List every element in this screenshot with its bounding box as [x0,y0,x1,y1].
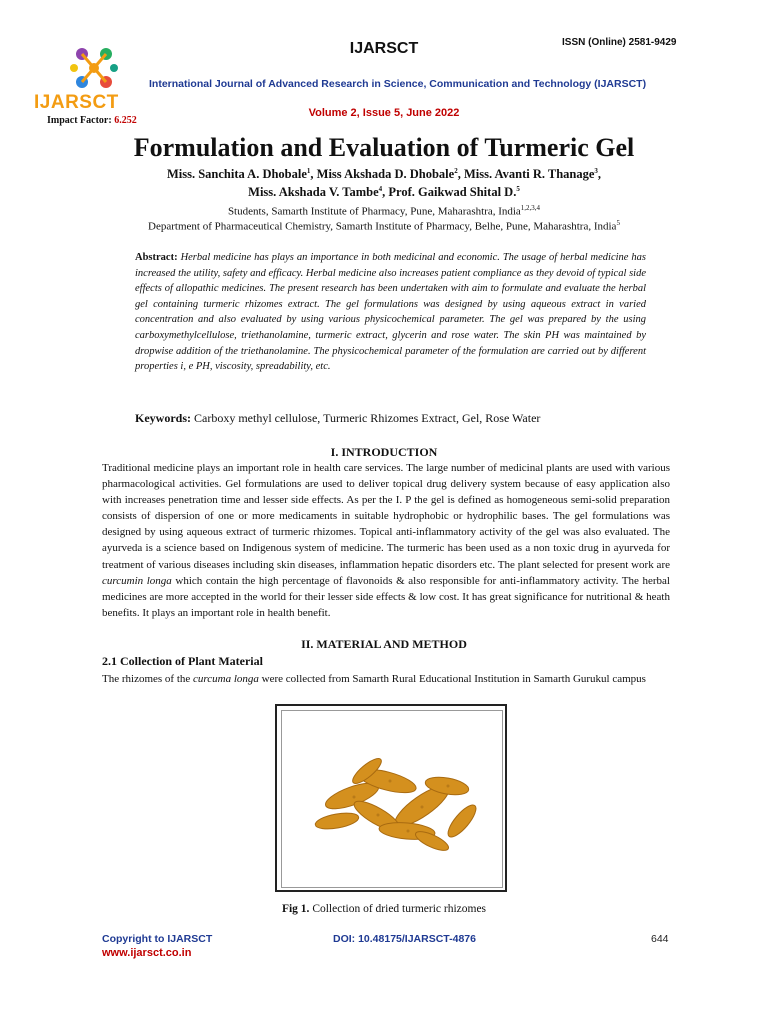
abstract-label: Abstract: [135,252,178,263]
journal-full-name: International Journal of Advanced Research in Science, Communication and Technology (IJARSCT) [149,78,647,90]
collection-paragraph: The rhizomes of the curcuma longa were collected from Samarth Rural Educational Institution in Samarth Gurukul campus [102,673,646,685]
authors-line-2: Miss. Akshada V. Tambe$^4$, Prof. Gaikwad Shital D.$^5$ [248,185,520,200]
figure-caption: Fig 1. Collection of dried turmeric rhizomes [281,903,487,915]
turmeric-rhizomes-image [282,711,502,887]
authors-line-1: Miss. Sanchita A. Dhobale$^1$, Miss Akshada D. Dhobale$^2$, Miss. Avanti R. Thanage$^3$, [166,167,602,182]
introduction-paragraph: Traditional medicine plays an important role in health care services. The large number of medicinal plants are used with various pharmacological activities. Gel formulations are used to deliver topical drug delivery system because of easy application also with increases penetration time and lesser side effects. As per the I. P the gel is defined as homogeneous semi-solid preparation consists of dispersion of one or more medicaments in suitable hydrophobic or hydrophilic bases. The gel formulations was designed by using aqueous extract of turmeric rhizomes. Topical anti-inflammatory activity of the gel was also evaluated. The ayurveda is a science based on Indigenous system of medicine. The turmeric has been used as a non toxic drug in ayurveda for treatment of various diseases including skin diseases, inflammation hepatic disorders etc. The plant selected for present work are curcumin longa which contain the high percentage of flavonoids & also responsible for anti-inflammatory activity. The herbal medicines are more accepted in the world for their lesser side effects & low cost. It has great significance for nutritional & heath benefits. It plays an important role in health benefit. [102,462,670,619]
keywords: Keywords: Carboxy methyl cellulose, Turmeric Rhizomes Extract, Gel, Rose Water [135,411,541,425]
volume-issue: Volume 2, Issue 5, June 2022 [308,107,460,119]
section-material-method-title: II. MATERIAL AND METHOD [301,637,467,651]
affiliation-1: Students, Samarth Institute of Pharmacy, Pune, Maharashtra, India$^{1,2,3,4}$ [227,204,541,218]
footer-doi[interactable]: DOI: 10.48175/IJARSCT-4876 [333,933,476,945]
issn-number: ISSN (Online) 2581-9429 [562,37,677,48]
footer-website-link[interactable]: www.ijarsct.co.in [102,947,192,959]
abstract-text: Herbal medicine has plays an importance in both medicinal and economic. The usage of herbal medicine has increased the utility, safety and efficacy. Herbal medicine also increases patient compliance as they devoid of typical side effects of allopathic medicines. The present research has been undertaken with aim to formulate and evaluate the herbal gel containing turmeric rhizomes extract. The gel formulations was designed by using aqueous extract in varied concentration and also evaluated by using various physicochemical parameter. The gel was prepared by the using carboxymethylcellulose, triethanolamine, turmeric extract, glycerin and rose water. The skin PH was maintained by dropwise addition of the triethanolamine. The physicochemical parameter of the formulation are carried out by different properties i, e PH, viscosity, spreadability, etc. [135,252,646,373]
paper-title: Formulation and Evaluation of Turmeric Gel [133,133,635,162]
footer-copyright: Copyright to IJARSCT [102,933,213,945]
impact-factor: Impact Factor: 6.252 [47,115,137,126]
page-number: 644 [651,933,669,945]
affiliation-2: Department of Pharmaceutical Chemistry, Samarth Institute of Pharmacy, Belhe, Pune, Maharashtra, India$^5$ [148,219,620,233]
section-introduction-title: I. INTRODUCTION [330,445,438,459]
logo-wordmark: IJARSCT [34,92,119,113]
figure-frame [275,704,507,892]
abstract [135,250,646,375]
journal-short-name: IJARSCT [349,40,419,57]
subsection-collection-title: 2.1 Collection of Plant Material [102,654,263,668]
